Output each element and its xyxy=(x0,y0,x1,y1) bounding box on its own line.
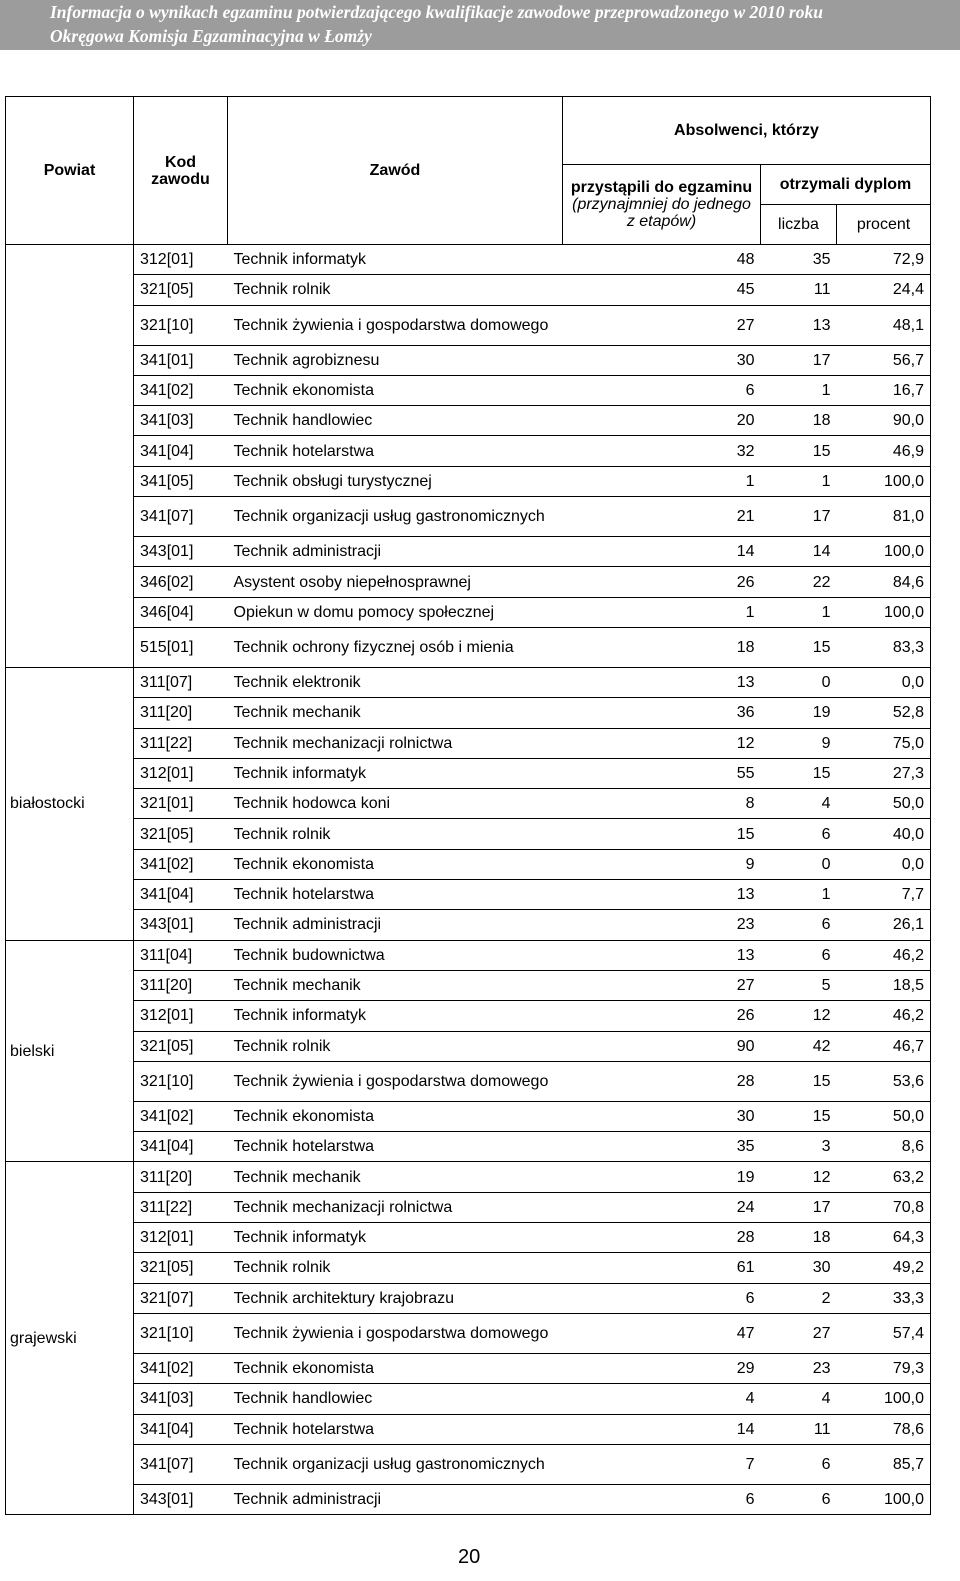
liczba-cell: 18 xyxy=(761,406,837,436)
liczba-cell: 3 xyxy=(761,1132,837,1162)
kod-cell: 341[04] xyxy=(134,436,228,466)
procent-cell: 72,9 xyxy=(837,245,931,275)
header-procent: procent xyxy=(837,205,931,245)
table-row xyxy=(6,1484,931,1514)
przystapili-cell: 15 xyxy=(563,819,761,849)
liczba-cell: 0 xyxy=(761,667,837,697)
zawod-cell: Technik organizacji usług gastronomicznych xyxy=(228,497,563,537)
zawod-cell: Technik rolnik xyxy=(228,1253,563,1283)
przystapili-cell: 4 xyxy=(563,1384,761,1414)
liczba-cell: 30 xyxy=(761,1253,837,1283)
table-row xyxy=(6,567,931,597)
table-row xyxy=(6,627,931,667)
zawod-cell: Technik mechanizacji rolnictwa xyxy=(228,1192,563,1222)
liczba-cell: 2 xyxy=(761,1283,837,1313)
zawod-cell: Technik mechanik xyxy=(228,970,563,1000)
page-header xyxy=(0,0,960,50)
zawod-cell: Asystent osoby niepełnosprawnej xyxy=(228,567,563,597)
przystapili-cell: 20 xyxy=(563,406,761,436)
table-row xyxy=(6,698,931,728)
przystapili-cell: 7 xyxy=(563,1444,761,1484)
zawod-cell: Technik ekonomista xyxy=(228,1101,563,1131)
przystapili-cell: 45 xyxy=(563,275,761,305)
table-row xyxy=(6,940,931,970)
kod-cell: 312[01] xyxy=(134,1001,228,1031)
zawod-cell: Opiekun w domu pomocy społecznej xyxy=(228,597,563,627)
zawod-cell: Technik handlowiec xyxy=(228,406,563,436)
table-row xyxy=(6,1313,931,1353)
table-row xyxy=(6,667,931,697)
liczba-cell: 11 xyxy=(761,1414,837,1444)
przystapili-cell: 29 xyxy=(563,1353,761,1383)
page-number: 20 xyxy=(458,1546,481,1568)
przystapili-cell: 13 xyxy=(563,880,761,910)
kod-cell: 515[01] xyxy=(134,627,228,667)
powiat-cell xyxy=(6,245,134,668)
table-row xyxy=(6,1101,931,1131)
procent-cell: 50,0 xyxy=(837,1101,931,1131)
procent-cell: 8,6 xyxy=(837,1132,931,1162)
kod-cell: 341[03] xyxy=(134,1384,228,1414)
kod-cell: 341[07] xyxy=(134,1444,228,1484)
procent-cell: 27,3 xyxy=(837,758,931,788)
kod-cell: 341[04] xyxy=(134,1414,228,1444)
header-liczba: liczba xyxy=(761,205,837,245)
kod-cell: 311[07] xyxy=(134,667,228,697)
table-row xyxy=(6,406,931,436)
przystapili-cell: 23 xyxy=(563,910,761,940)
zawod-cell: Technik organizacji usług gastronomicznych xyxy=(228,1444,563,1484)
liczba-cell: 6 xyxy=(761,1444,837,1484)
kod-cell: 321[05] xyxy=(134,275,228,305)
zawod-cell: Technik informatyk xyxy=(228,1001,563,1031)
zawod-cell: Technik ochrony fizycznej osób i mienia xyxy=(228,627,563,667)
liczba-cell: 15 xyxy=(761,627,837,667)
kod-cell: 341[02] xyxy=(134,1353,228,1383)
powiat-cell: bielski xyxy=(6,940,134,1162)
liczba-cell: 17 xyxy=(761,497,837,537)
kod-cell: 341[01] xyxy=(134,345,228,375)
header-przystapili-note: (przynajmniej do jednego z etapów) xyxy=(572,196,751,230)
liczba-cell: 1 xyxy=(761,880,837,910)
procent-cell: 0,0 xyxy=(837,667,931,697)
liczba-cell: 17 xyxy=(761,1192,837,1222)
liczba-cell: 4 xyxy=(761,789,837,819)
procent-cell: 63,2 xyxy=(837,1162,931,1192)
header-przystapili xyxy=(563,165,761,245)
procent-cell: 18,5 xyxy=(837,970,931,1000)
liczba-cell: 17 xyxy=(761,345,837,375)
kod-cell: 346[04] xyxy=(134,597,228,627)
table-row xyxy=(6,537,931,567)
table-row xyxy=(6,1384,931,1414)
liczba-cell: 12 xyxy=(761,1001,837,1031)
table-row xyxy=(6,1223,931,1253)
kod-cell: 343[01] xyxy=(134,910,228,940)
przystapili-cell: 6 xyxy=(563,1283,761,1313)
przystapili-cell: 36 xyxy=(563,698,761,728)
przystapili-cell: 6 xyxy=(563,375,761,405)
zawod-cell: Technik żywienia i gospodarstwa domowego xyxy=(228,1061,563,1101)
procent-cell: 100,0 xyxy=(837,1484,931,1514)
table-row xyxy=(6,819,931,849)
przystapili-cell: 13 xyxy=(563,940,761,970)
zawod-cell: Technik hotelarstwa xyxy=(228,880,563,910)
header-subtitle: Okręgowa Komisja Egzaminacyjna w Łomży xyxy=(50,26,372,46)
zawod-cell: Technik ekonomista xyxy=(228,1353,563,1383)
kod-cell: 341[02] xyxy=(134,375,228,405)
liczba-cell: 15 xyxy=(761,436,837,466)
przystapili-cell: 21 xyxy=(563,497,761,537)
przystapili-cell: 26 xyxy=(563,567,761,597)
zawod-cell: Technik mechanizacji rolnictwa xyxy=(228,728,563,758)
table-row xyxy=(6,758,931,788)
kod-cell: 343[01] xyxy=(134,1484,228,1514)
procent-cell: 84,6 xyxy=(837,567,931,597)
przystapili-cell: 19 xyxy=(563,1162,761,1192)
przystapili-cell: 14 xyxy=(563,1414,761,1444)
przystapili-cell: 14 xyxy=(563,537,761,567)
table-body xyxy=(6,245,931,1515)
kod-cell: 321[10] xyxy=(134,1313,228,1353)
procent-cell: 57,4 xyxy=(837,1313,931,1353)
liczba-cell: 15 xyxy=(761,1061,837,1101)
table-row xyxy=(6,910,931,940)
liczba-cell: 14 xyxy=(761,537,837,567)
table-row xyxy=(6,1253,931,1283)
przystapili-cell: 6 xyxy=(563,1484,761,1514)
kod-cell: 343[01] xyxy=(134,537,228,567)
procent-cell: 46,2 xyxy=(837,1001,931,1031)
table-row xyxy=(6,1353,931,1383)
zawod-cell: Technik obsługi turystycznej xyxy=(228,466,563,496)
przystapili-cell: 55 xyxy=(563,758,761,788)
table-row xyxy=(6,789,931,819)
procent-cell: 100,0 xyxy=(837,597,931,627)
kod-cell: 341[02] xyxy=(134,849,228,879)
liczba-cell: 19 xyxy=(761,698,837,728)
procent-cell: 26,1 xyxy=(837,910,931,940)
przystapili-cell: 28 xyxy=(563,1061,761,1101)
kod-cell: 311[20] xyxy=(134,970,228,1000)
liczba-cell: 9 xyxy=(761,728,837,758)
table-row xyxy=(6,1414,931,1444)
kod-cell: 311[20] xyxy=(134,1162,228,1192)
kod-cell: 321[10] xyxy=(134,305,228,345)
header-otrzymali: otrzymali dyplom xyxy=(761,165,931,205)
liczba-cell: 6 xyxy=(761,940,837,970)
kod-cell: 341[04] xyxy=(134,1132,228,1162)
zawod-cell: Technik mechanik xyxy=(228,698,563,728)
header-zawod: Zawód xyxy=(228,97,563,245)
procent-cell: 48,1 xyxy=(837,305,931,345)
procent-cell: 52,8 xyxy=(837,698,931,728)
kod-cell: 321[05] xyxy=(134,819,228,849)
liczba-cell: 27 xyxy=(761,1313,837,1353)
zawod-cell: Technik informatyk xyxy=(228,245,563,275)
procent-cell: 75,0 xyxy=(837,728,931,758)
przystapili-cell: 48 xyxy=(563,245,761,275)
table-row xyxy=(6,275,931,305)
przystapili-cell: 18 xyxy=(563,627,761,667)
header-powiat: Powiat xyxy=(6,97,134,245)
liczba-cell: 5 xyxy=(761,970,837,1000)
procent-cell: 50,0 xyxy=(837,789,931,819)
table-row xyxy=(6,345,931,375)
kod-cell: 341[04] xyxy=(134,880,228,910)
zawod-cell: Technik architektury krajobrazu xyxy=(228,1283,563,1313)
przystapili-cell: 61 xyxy=(563,1253,761,1283)
table-row xyxy=(6,1031,931,1061)
przystapili-cell: 1 xyxy=(563,597,761,627)
liczba-cell: 35 xyxy=(761,245,837,275)
zawod-cell: Technik hodowca koni xyxy=(228,789,563,819)
zawod-cell: Technik żywienia i gospodarstwa domowego xyxy=(228,305,563,345)
table-row xyxy=(6,375,931,405)
table-row xyxy=(6,466,931,496)
kod-cell: 321[05] xyxy=(134,1253,228,1283)
liczba-cell: 15 xyxy=(761,758,837,788)
kod-cell: 312[01] xyxy=(134,758,228,788)
table-row xyxy=(6,1132,931,1162)
liczba-cell: 4 xyxy=(761,1384,837,1414)
kod-cell: 341[07] xyxy=(134,497,228,537)
results-table xyxy=(5,96,931,1515)
procent-cell: 46,2 xyxy=(837,940,931,970)
powiat-cell: białostocki xyxy=(6,667,134,940)
przystapili-cell: 30 xyxy=(563,1101,761,1131)
header-title: Informacja o wynikach egzaminu potwierdzającego kwalifikacje zawodowe przeprowadzonego w 2010 roku xyxy=(50,2,823,22)
zawod-cell: Technik informatyk xyxy=(228,758,563,788)
zawod-cell: Technik rolnik xyxy=(228,275,563,305)
kod-cell: 321[01] xyxy=(134,789,228,819)
procent-cell: 24,4 xyxy=(837,275,931,305)
kod-cell: 312[01] xyxy=(134,1223,228,1253)
kod-cell: 346[02] xyxy=(134,567,228,597)
table-row xyxy=(6,436,931,466)
procent-cell: 100,0 xyxy=(837,537,931,567)
liczba-cell: 42 xyxy=(761,1031,837,1061)
table-row xyxy=(6,1061,931,1101)
powiat-cell: grajewski xyxy=(6,1162,134,1515)
liczba-cell: 13 xyxy=(761,305,837,345)
table-row xyxy=(6,1283,931,1313)
header-przystapili-label: przystąpili do egzaminu xyxy=(570,179,753,196)
przystapili-cell: 30 xyxy=(563,345,761,375)
kod-cell: 321[05] xyxy=(134,1031,228,1061)
zawod-cell: Technik informatyk xyxy=(228,1223,563,1253)
procent-cell: 46,7 xyxy=(837,1031,931,1061)
zawod-cell: Technik mechanik xyxy=(228,1162,563,1192)
zawod-cell: Technik elektronik xyxy=(228,667,563,697)
przystapili-cell: 24 xyxy=(563,1192,761,1222)
liczba-cell: 15 xyxy=(761,1101,837,1131)
liczba-cell: 6 xyxy=(761,910,837,940)
zawod-cell: Technik hotelarstwa xyxy=(228,1132,563,1162)
procent-cell: 70,8 xyxy=(837,1192,931,1222)
kod-cell: 311[22] xyxy=(134,1192,228,1222)
procent-cell: 7,7 xyxy=(837,880,931,910)
zawod-cell: Technik handlowiec xyxy=(228,1384,563,1414)
procent-cell: 79,3 xyxy=(837,1353,931,1383)
kod-cell: 321[07] xyxy=(134,1283,228,1313)
table-row xyxy=(6,497,931,537)
procent-cell: 40,0 xyxy=(837,819,931,849)
zawod-cell: Technik ekonomista xyxy=(228,849,563,879)
table-row xyxy=(6,970,931,1000)
zawod-cell: Technik budownictwa xyxy=(228,940,563,970)
zawod-cell: Technik hotelarstwa xyxy=(228,436,563,466)
zawod-cell: Technik agrobiznesu xyxy=(228,345,563,375)
procent-cell: 49,2 xyxy=(837,1253,931,1283)
table-row xyxy=(6,1444,931,1484)
liczba-cell: 18 xyxy=(761,1223,837,1253)
przystapili-cell: 26 xyxy=(563,1001,761,1031)
kod-cell: 341[02] xyxy=(134,1101,228,1131)
table-row xyxy=(6,1192,931,1222)
table-row xyxy=(6,880,931,910)
kod-cell: 311[04] xyxy=(134,940,228,970)
zawod-cell: Technik administracji xyxy=(228,910,563,940)
header-kod: Kod zawodu xyxy=(134,97,228,245)
procent-cell: 90,0 xyxy=(837,406,931,436)
liczba-cell: 0 xyxy=(761,849,837,879)
liczba-cell: 6 xyxy=(761,819,837,849)
zawod-cell: Technik żywienia i gospodarstwa domowego xyxy=(228,1313,563,1353)
kod-cell: 341[03] xyxy=(134,406,228,436)
przystapili-cell: 8 xyxy=(563,789,761,819)
zawod-cell: Technik administracji xyxy=(228,1484,563,1514)
table-row xyxy=(6,1162,931,1192)
przystapili-cell: 27 xyxy=(563,970,761,1000)
liczba-cell: 23 xyxy=(761,1353,837,1383)
przystapili-cell: 1 xyxy=(563,466,761,496)
liczba-cell: 1 xyxy=(761,466,837,496)
przystapili-cell: 13 xyxy=(563,667,761,697)
procent-cell: 64,3 xyxy=(837,1223,931,1253)
liczba-cell: 11 xyxy=(761,275,837,305)
procent-cell: 78,6 xyxy=(837,1414,931,1444)
table-row xyxy=(6,305,931,345)
procent-cell: 56,7 xyxy=(837,345,931,375)
przystapili-cell: 9 xyxy=(563,849,761,879)
przystapili-cell: 35 xyxy=(563,1132,761,1162)
procent-cell: 81,0 xyxy=(837,497,931,537)
procent-cell: 85,7 xyxy=(837,1444,931,1484)
header-absolwenci: Absolwenci, którzy xyxy=(563,97,931,165)
table-row xyxy=(6,245,931,275)
zawod-cell: Technik rolnik xyxy=(228,1031,563,1061)
table-row xyxy=(6,597,931,627)
liczba-cell: 1 xyxy=(761,375,837,405)
procent-cell: 83,3 xyxy=(837,627,931,667)
kod-cell: 321[10] xyxy=(134,1061,228,1101)
kod-cell: 311[20] xyxy=(134,698,228,728)
zawod-cell: Technik ekonomista xyxy=(228,375,563,405)
zawod-cell: Technik rolnik xyxy=(228,819,563,849)
przystapili-cell: 47 xyxy=(563,1313,761,1353)
zawod-cell: Technik hotelarstwa xyxy=(228,1414,563,1444)
procent-cell: 100,0 xyxy=(837,466,931,496)
kod-cell: 311[22] xyxy=(134,728,228,758)
table-header xyxy=(6,97,931,245)
liczba-cell: 12 xyxy=(761,1162,837,1192)
przystapili-cell: 28 xyxy=(563,1223,761,1253)
table-row xyxy=(6,849,931,879)
kod-cell: 312[01] xyxy=(134,245,228,275)
zawod-cell: Technik administracji xyxy=(228,537,563,567)
kod-cell: 341[05] xyxy=(134,466,228,496)
liczba-cell: 1 xyxy=(761,597,837,627)
procent-cell: 0,0 xyxy=(837,849,931,879)
przystapili-cell: 12 xyxy=(563,728,761,758)
table-row xyxy=(6,1001,931,1031)
przystapili-cell: 32 xyxy=(563,436,761,466)
procent-cell: 53,6 xyxy=(837,1061,931,1101)
procent-cell: 16,7 xyxy=(837,375,931,405)
procent-cell: 100,0 xyxy=(837,1384,931,1414)
table-row xyxy=(6,728,931,758)
przystapili-cell: 27 xyxy=(563,305,761,345)
liczba-cell: 6 xyxy=(761,1484,837,1514)
procent-cell: 33,3 xyxy=(837,1283,931,1313)
liczba-cell: 22 xyxy=(761,567,837,597)
procent-cell: 46,9 xyxy=(837,436,931,466)
przystapili-cell: 90 xyxy=(563,1031,761,1061)
